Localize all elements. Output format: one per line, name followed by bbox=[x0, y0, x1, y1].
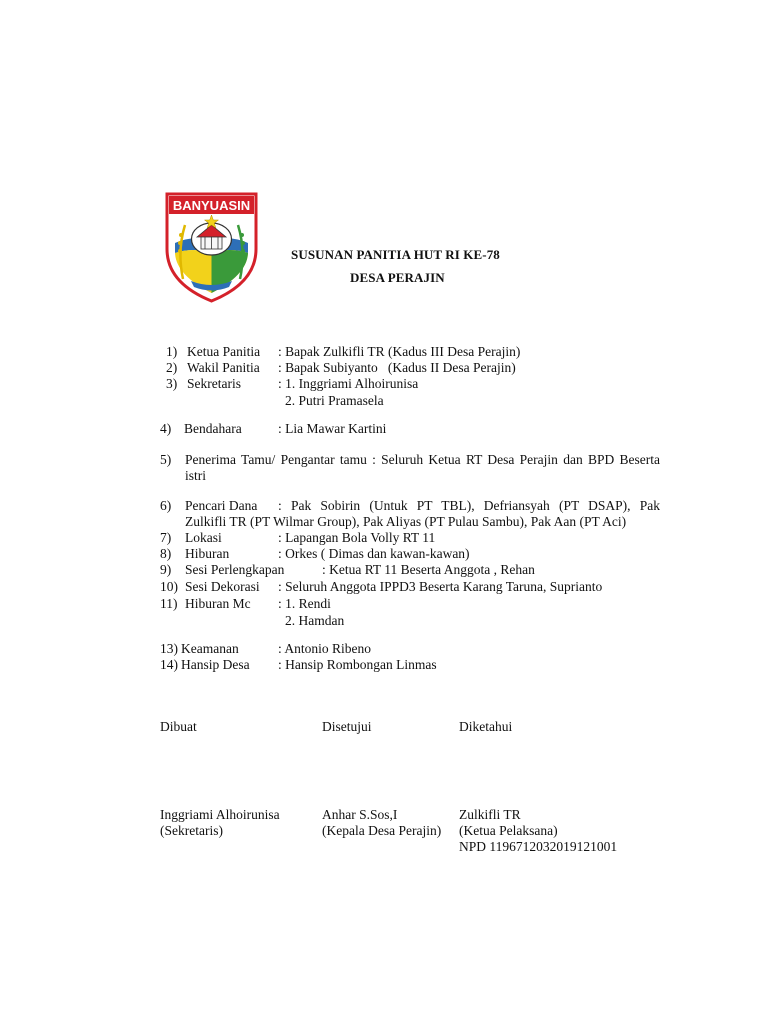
signature-name: Inggriami Alhoirunisa bbox=[160, 807, 280, 822]
item-value: : Antonio Ribeno bbox=[278, 641, 372, 656]
item-number: 3) bbox=[166, 376, 178, 391]
item-number: 5) bbox=[160, 452, 172, 467]
item-number: 11) bbox=[160, 596, 178, 611]
item-number: 9) bbox=[160, 562, 172, 577]
item-label: Bendahara bbox=[184, 421, 242, 436]
signature-position: (Ketua Pelaksana) bbox=[459, 823, 558, 838]
item-label: Sesi Perlengkapan bbox=[185, 562, 285, 577]
item-value: : Seluruh Anggota IPPD3 Beserta Karang Taruna, Suprianto bbox=[278, 579, 603, 594]
signature-name: Anhar S.Sos,I bbox=[322, 807, 398, 822]
item-text: Penerima Tamu/ Pengantar tamu : Seluruh Ketua RT Desa Perajin dan BPD Beserta bbox=[185, 452, 660, 467]
item-number: 4) bbox=[160, 421, 172, 436]
item-value: : 1. Inggriami Alhoirunisa bbox=[278, 376, 419, 391]
item-number: 2) bbox=[166, 360, 178, 375]
item-label: Wakil Panitia bbox=[187, 360, 260, 375]
item-text-continued: istri bbox=[185, 468, 207, 483]
item-value-continued: 2. Hamdan bbox=[285, 613, 345, 628]
item-label: Hansip Desa bbox=[181, 657, 250, 672]
item-number: 7) bbox=[160, 530, 172, 545]
signature-role: Diketahui bbox=[459, 719, 513, 734]
signature-role: Disetujui bbox=[322, 719, 372, 734]
document-title: SUSUNAN PANITIA HUT RI KE-78 bbox=[291, 247, 500, 262]
item-value: : Bapak Subiyanto (Kadus II Desa Perajin) bbox=[278, 360, 516, 375]
logo-text: BANYUASIN bbox=[172, 198, 251, 213]
item-label: Lokasi bbox=[185, 530, 222, 545]
item-number: 1) bbox=[166, 344, 178, 359]
item-label: Pencari Dana bbox=[185, 498, 258, 513]
item-number: 6) bbox=[160, 498, 172, 513]
item-label: Sekretaris bbox=[187, 376, 241, 391]
document-subtitle: DESA PERAJIN bbox=[350, 270, 445, 285]
item-value: : Lia Mawar Kartini bbox=[278, 421, 387, 436]
signature-name: Zulkifli TR bbox=[459, 807, 521, 822]
item-number: 8) bbox=[160, 546, 172, 561]
signature-role: Dibuat bbox=[160, 719, 197, 734]
item-label: Sesi Dekorasi bbox=[185, 579, 260, 594]
item-value: : Hansip Rombongan Linmas bbox=[278, 657, 437, 672]
item-number: 14) bbox=[160, 657, 178, 672]
item-value: : Pak Sobirin (Untuk PT TBL), Defriansyah (PT DSAP), Pak bbox=[278, 498, 660, 513]
item-label: Hiburan Mc bbox=[185, 596, 251, 611]
item-value: : Orkes ( Dimas dan kawan-kawan) bbox=[278, 546, 470, 561]
item-value: : Ketua RT 11 Beserta Anggota , Rehan bbox=[322, 562, 535, 577]
signature-position: (Sekretaris) bbox=[160, 823, 223, 838]
banyuasin-logo bbox=[163, 191, 260, 304]
item-label: Ketua Panitia bbox=[187, 344, 261, 359]
item-value-continued: Zulkifli TR (PT Wilmar Group), Pak Aliyas (PT Pulau Sambu), Pak Aan (PT Aci) bbox=[185, 514, 627, 529]
item-number: 13) bbox=[160, 641, 178, 656]
item-value: : 1. Rendi bbox=[278, 596, 331, 611]
item-value: : Lapangan Bola Volly RT 11 bbox=[278, 530, 436, 545]
item-value: : Bapak Zulkifli TR (Kadus III Desa Perajin) bbox=[278, 344, 521, 359]
item-label: Keamanan bbox=[181, 641, 239, 656]
signature-npd: NPD 1196712032019121001 bbox=[459, 839, 618, 854]
signature-position: (Kepala Desa Perajin) bbox=[322, 823, 442, 838]
item-number: 10) bbox=[160, 579, 178, 594]
item-label: Hiburan bbox=[185, 546, 230, 561]
item-value-continued: 2. Putri Pramasela bbox=[285, 393, 384, 408]
